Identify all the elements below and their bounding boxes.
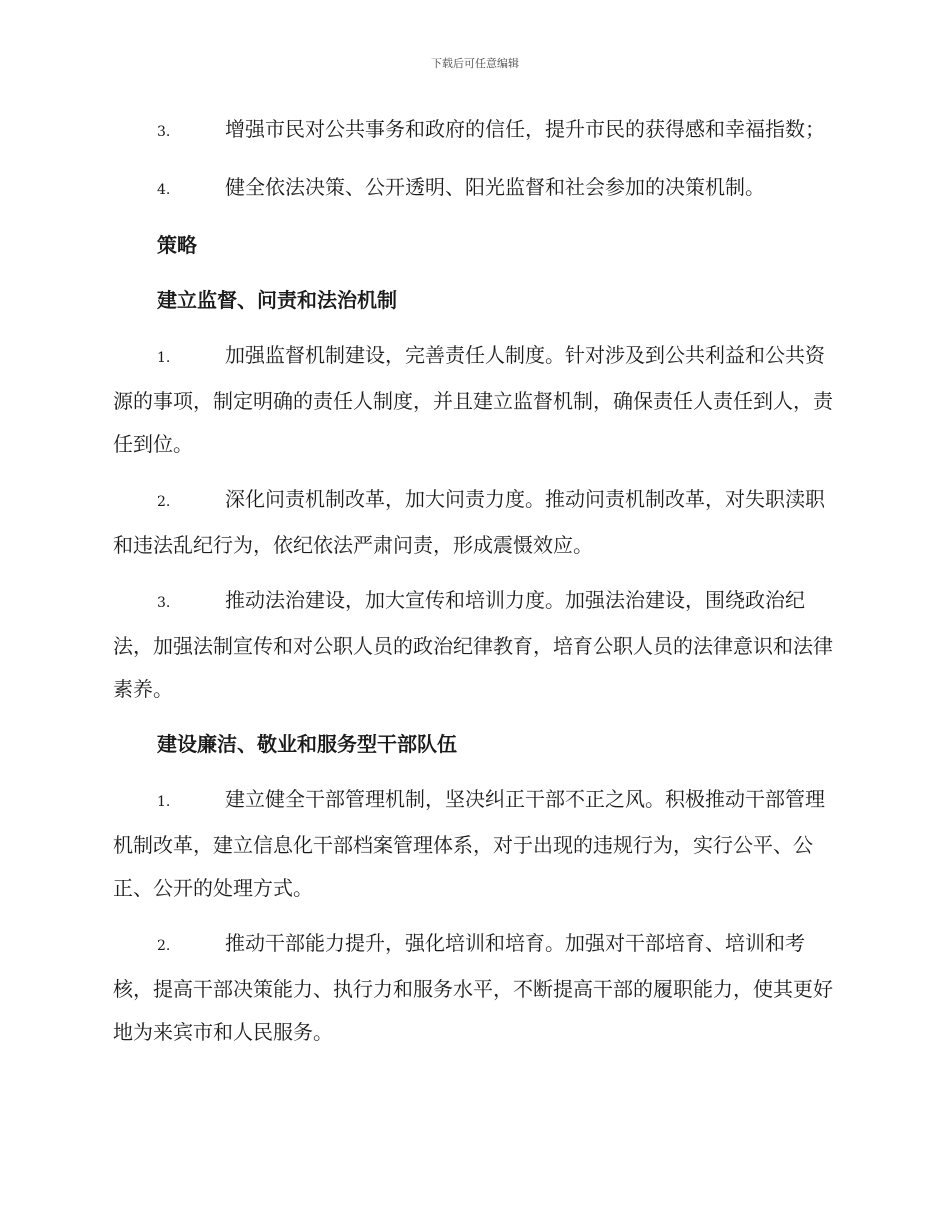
list-item-text: 建立健全干部管理机制，坚决纠正干部不正之风。积极推动干部管理机制改革，建立信息化干部档案管理体系，对于出现的违规行为，实行公平、公正、公开的处理方式。 [113, 787, 825, 900]
list-item-number: 4. [157, 182, 171, 198]
list-item [113, 334, 833, 466]
list-item-number: 3. [157, 124, 171, 140]
list-item-text: 推动干部能力提升，强化培训和培育。加强对干部培育、培训和考核，提高干部决策能力、执行力和服务水平，不断提高干部的履职能力，使其更好地为来宾市和人民服务。 [113, 931, 833, 1044]
list-item-number: 1. [157, 350, 171, 366]
list-item-text: 深化问责机制改革，加大问责力度。推动问责机制改革，对失职渎职和违法乱纪行为，依纪依法严肃问责，形成震慑效应。 [113, 487, 825, 557]
list-item-text: 加强监督机制建设，完善责任人制度。针对涉及到公共利益和公共资源的事项，制定明确的责任人制度，并且建立监督机制，确保责任人责任到人，责任到位。 [113, 343, 833, 456]
list-item-number: 3. [157, 595, 171, 611]
list-item [113, 166, 833, 212]
list-item [113, 478, 833, 567]
strategy-heading: 策略 [157, 233, 197, 257]
page-header: 下载后可任意编辑 [431, 57, 519, 70]
list-item [113, 108, 833, 154]
list-item-number: 2. [157, 494, 171, 510]
document-body [113, 108, 833, 1066]
list-item-number: 2. [157, 938, 171, 954]
list-item-text: 推动法治建设，加大宣传和培训力度。加强法治建设，围绕政治纪法，加强法制宣传和对公职人员的政治纪律教育，培育公职人员的法律意识和法律素养。 [113, 588, 833, 701]
list-item [113, 579, 833, 711]
list-item-text: 健全依法决策、公开透明、阳光监督和社会参加的决策机制。 [225, 175, 765, 199]
section-heading: 建立监督、问责和法治机制 [157, 288, 397, 312]
list-item [113, 922, 833, 1054]
list-item [113, 778, 833, 910]
list-item-number: 1. [157, 794, 171, 810]
section-heading: 建设廉洁、敬业和服务型干部队伍 [157, 732, 457, 756]
list-item-text: 增强市民对公共事务和政府的信任，提升市民的获得感和幸福指数； [225, 117, 825, 141]
